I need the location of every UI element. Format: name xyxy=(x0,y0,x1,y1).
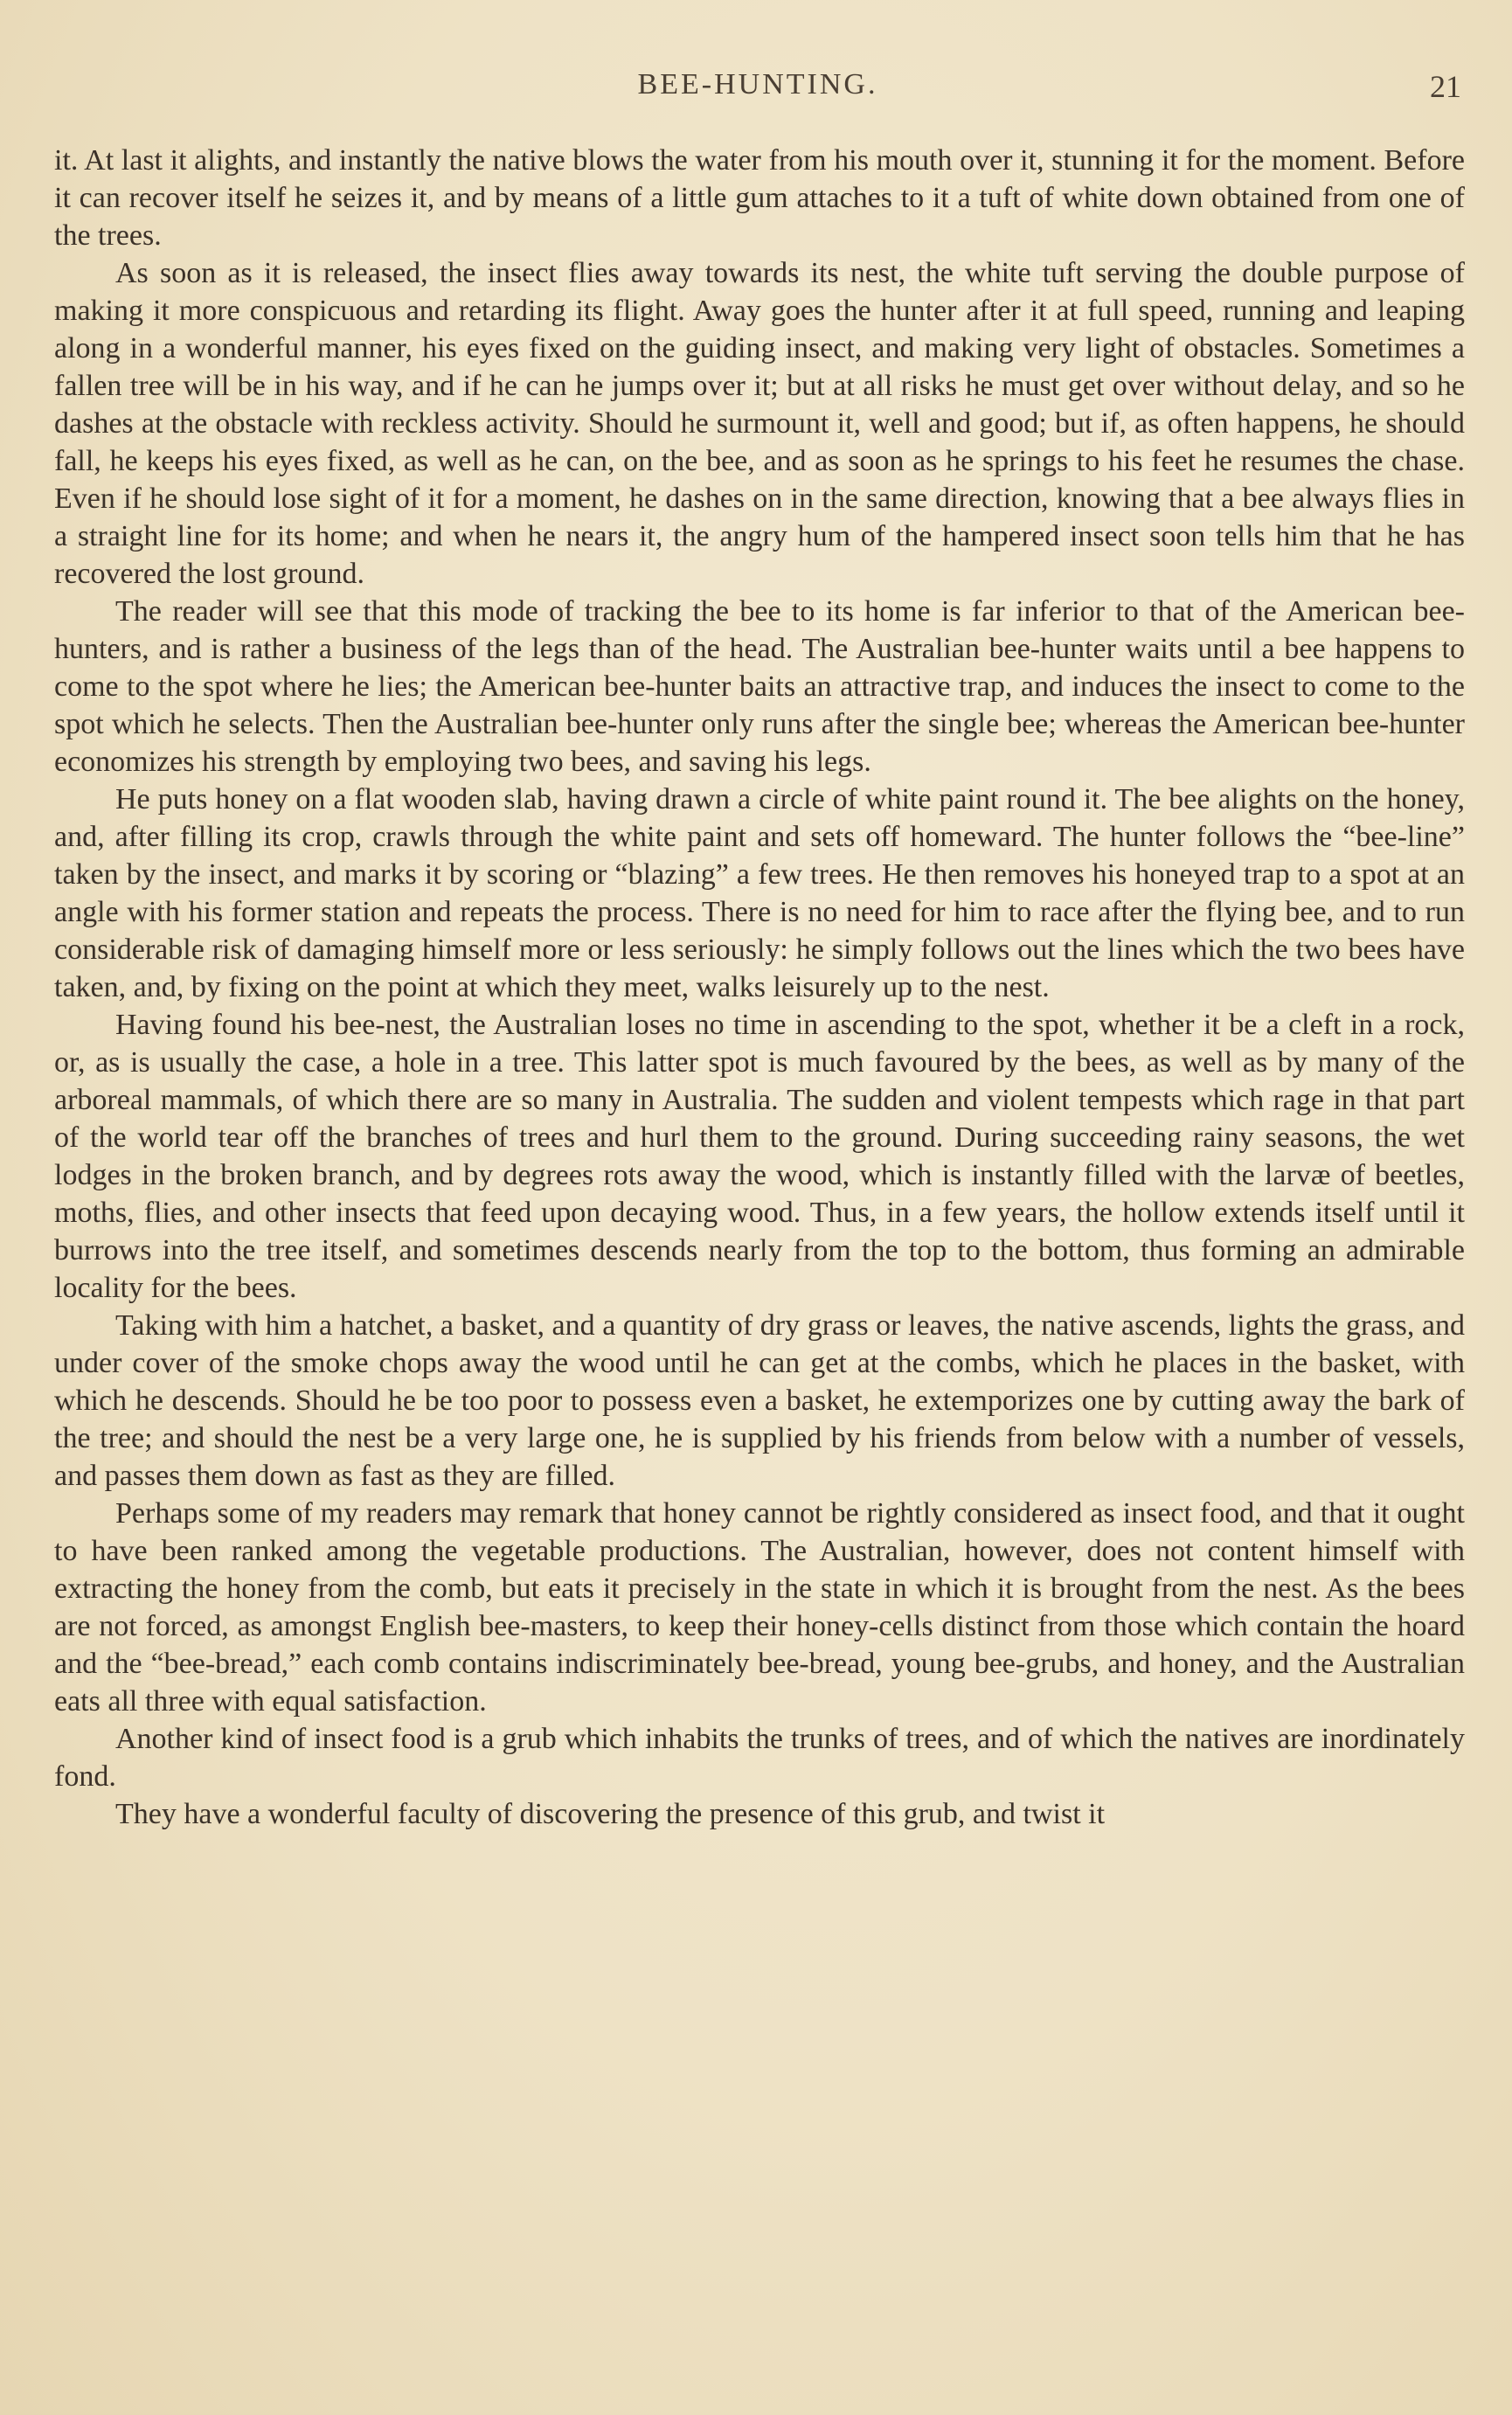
paragraph: They have a wonderful faculty of discovering the presence of this grub, and twist it xyxy=(115,1798,1106,1830)
page-number: 21 xyxy=(1430,69,1461,104)
running-title: BEE-HUNTING. xyxy=(637,68,878,101)
paragraph: Having found his bee-nest, the Australian loses no time in ascending to the spot, whether it be a cleft in a rock, or, as is usually the case, a hole in a tree. This latter spot is much favoured by the bees, as well as by many of the arboreal mammals, of which there are so many in Australia. The sudden and violent tempests which rage in that part of the world tear off the branches of trees and hurl them to the ground. During succeeding rainy seasons, the wet lodges in the broken branch, and by degrees rots away the wood, which is instantly filled with the larvæ of beetles, moths, flies, and other insects that feed upon decaying wood. Thus, in a few years, the hollow extends itself until it burrows into the tree itself, and sometimes descends nearly from the top to the bottom, thus forming an admirable locality for the bees. xyxy=(54,1009,1465,1304)
paragraph: Another kind of insect food is a grub which inhabits the trunks of trees, and of which the natives are inordinately fond. xyxy=(54,1723,1465,1793)
paragraph: The reader will see that this mode of tracking the bee to its home is far inferior to that of the American bee-hunters, and is rather a business of the legs than of the head. The Australian bee-hunter waits until a bee happens to come to the spot where he lies; the American bee-hunter baits an attractive trap, and induces the insect to come to the spot which he selects. Then the Australian bee-hunter only runs after the single bee; whereas the American bee-hunter economizes his strength by employing two bees, and saving his legs. xyxy=(54,595,1465,778)
paragraph: Perhaps some of my readers may remark that honey cannot be rightly considered as insect food, and that it ought to have been ranked among the vegetable productions. The Australian, however, does not content himself with extracting the honey from the comb, but eats it precisely in the state in which it is brought from the nest. As the bees are not forced, as amongst English bee-masters, to keep their honey-cells distinct from those which contain the hoard and the “bee-bread,” each comb contains indiscriminately bee-bread, young bee-grubs, and honey, and the Australian eats all three with equal satisfaction. xyxy=(54,1497,1465,1718)
paragraph: Taking with him a hatchet, a basket, and a quantity of dry grass or leaves, the native ascends, lights the grass, and under cover of the smoke chops away the wood until he can get at the combs, which he places in the basket, with which he descends. Should he be too poor to possess even a basket, he extemporizes one by cutting away the bark of the tree; and should the nest be a very large one, he is supplied by his friends from below with a number of vessels, and passes them down as fast as they are filled. xyxy=(54,1309,1465,1492)
paragraph: As soon as it is released, the insect flies away towards its nest, the white tuft serving the double purpose of making it more conspicuous and retarding its flight. Away goes the hunter after it at full speed, running and leaping along in a wonderful manner, his eyes fixed on the guiding insect, and making very light of obstacles. Sometimes a fallen tree will be in his way, and if he can he jumps over it; but at all risks he must get over without delay, and so he dashes at the obstacle with reckless activity. Should he surmount it, well and good; but if, as often happens, he should fall, he keeps his eyes fixed, as well as he can, on the bee, and as soon as he springs to his feet he resumes the chase. Even if he should lose sight of it for a moment, he dashes on in the same direction, knowing that a bee always flies in a straight line for its home; and when he nears it, the angry hum of the hampered insect soon tells him that he has recovered the lost ground. xyxy=(54,257,1465,590)
paragraph: He puts honey on a flat wooden slab, having drawn a circle of white paint round it. The bee alights on the honey, and, after filling its crop, crawls through the white paint and sets off homeward. The hunter follows the “bee-line” taken by the insect, and marks it by scoring or “blazing” a few trees. He then removes his honeyed trap to a spot at an angle with his former station and repeats the process. There is no need for him to race after the flying bee, and to run considerable risk of damaging himself more or less seriously: he simply follows out the lines which the two bees have taken, and, by fixing on the point at which they meet, walks leisurely up to the nest. xyxy=(54,783,1465,1003)
paragraph: it. At last it alights, and instantly the native blows the water from his mouth over it, stunning it for the moment. Before it can recover itself he seizes it, and by means of a little gum attaches to it a tuft of white down obtained from one of the trees. xyxy=(54,144,1465,252)
page-header xyxy=(54,68,1461,121)
body-text xyxy=(54,142,1465,1833)
